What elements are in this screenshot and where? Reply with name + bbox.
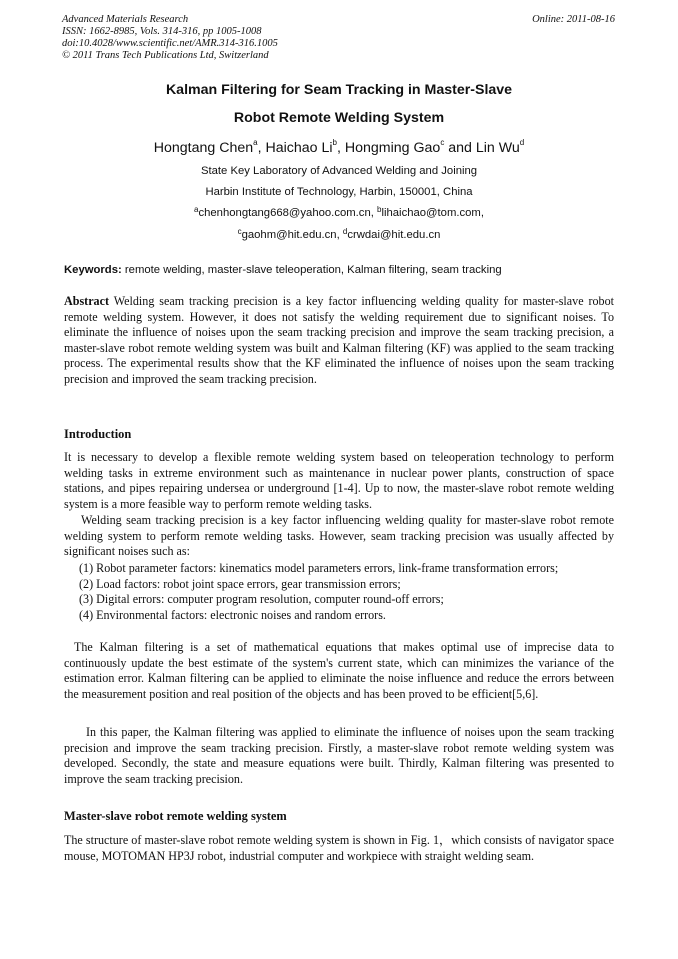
author-name: Haichao Li	[265, 140, 333, 156]
email-superscript: b	[377, 205, 382, 214]
journal-name: Advanced Materials Research	[62, 14, 189, 25]
email-link[interactable]: chenhongtang668@yahoo.com.cn,	[198, 207, 374, 219]
journal-header	[62, 14, 278, 62]
author-emails-line-1	[62, 207, 616, 219]
email-superscript: c	[237, 227, 242, 236]
email-superscript: d	[342, 227, 348, 236]
affiliation-lab: State Key Laboratory of Advanced Welding and Joining	[200, 165, 478, 177]
keywords-label: Keywords:	[64, 264, 122, 276]
introduction-paragraph-1: It is necessary to develop a flexible remote welding system based on teleoperation technology to perform welding tasks in extreme environment such as maintenance in nuclear power plants, construction of space stations, and pipes repairing undersea or underground [1-4]. Up to now, the master-slave robot remote welding system is a more feasible way to perform remote welding tasks.	[64, 450, 614, 511]
abstract-label: Abstract	[64, 294, 110, 308]
introduction-paragraph-2: Welding seam tracking precision is a key factor influencing welding quality for master-slave robot remote welding system to perform remote welding tasks. However, seam tracking precision was usually affected by significant noises such as:	[64, 513, 614, 559]
introduction-paragraph-4: In this paper, the Kalman filtering was applied to eliminate the influence of noises upon the seam tracking precision and improve the seam tracking precision. Firstly, a master-slave robot remote welding system was developed. Secondly, the state and measure equations were built. Thirdly, Kalman filtering was presented to improve the seam tracking precision.	[64, 725, 614, 786]
keywords	[64, 264, 616, 276]
affiliation-institute: Harbin Institute of Technology, Harbin, 150001, China	[205, 186, 473, 198]
author-superscript: b	[332, 138, 337, 147]
paper-title-line-1: Kalman Filtering for Seam Tracking in Master-Slave	[165, 82, 513, 98]
author-separator: ,	[257, 140, 266, 156]
issn-line: ISSN: 1662-8985, Vols. 314-316, pp 1005-1008	[62, 26, 262, 37]
abstract	[64, 294, 614, 388]
author-name: Hongming Gao	[344, 140, 441, 156]
section-heading-introduction: Introduction	[64, 427, 132, 441]
author-name: Lin Wu	[475, 140, 520, 156]
email-link[interactable]: gaohm@hit.edu.cn,	[241, 229, 340, 241]
keywords-text: remote welding, master-slave teleoperation, Kalman filtering, seam tracking	[124, 264, 502, 276]
copyright-line: © 2011 Trans Tech Publications Ltd, Switzerland	[62, 50, 269, 61]
author-superscript: c	[440, 138, 445, 147]
author-separator: and	[444, 140, 476, 156]
introduction-paragraph-3: The Kalman filtering is a set of mathematical equations that makes optimal use of imprecise data to continuously update the best estimate of the system's current state, which can minimizes the variance of the estimation error. Kalman filtering can be applied to eliminate the noise influence and reduce the errors between the measurement position and real position of the objects and has been proved to be efficient[5,6].	[64, 640, 614, 701]
list-item: (1) Robot parameter factors: kinematics model parameters errors, link-frame transformation errors;	[79, 561, 559, 575]
author-name: Hongtang Chen	[153, 140, 254, 156]
author-superscript: d	[519, 138, 525, 147]
list-item: (2) Load factors: robot joint space errors, gear transmission errors;	[79, 576, 401, 591]
email-link[interactable]: lihaichao@tom.com,	[381, 207, 484, 219]
author-separator: ,	[336, 140, 345, 156]
author-emails-line-2	[62, 229, 616, 241]
abstract-text: Welding seam tracking precision is a key factor influencing welding quality for master-slave robot remote welding system. However, it does not satisfy the welding requirement due to significant noises. To eliminate the influence of noises upon the seam tracking precision and improve the seam tracking precision, a master-slave robot remote welding system was built and Kalman filtering (KF) was applied to the seam tracking process. The experimental results show that the KF eliminated the influence of noises upon the seam tracking precision and improved the seam tracking precision.	[64, 294, 614, 386]
list-item: (4) Environmental factors: electronic noises and random errors.	[79, 607, 386, 622]
doi-line: doi:10.4028/www.scientific.net/AMR.314-316.1005	[62, 38, 278, 49]
noise-factor-list	[64, 561, 614, 623]
author-list	[62, 140, 616, 156]
paper-title-line-2: Robot Remote Welding System	[233, 110, 445, 126]
author-superscript: a	[253, 138, 258, 147]
email-superscript: a	[194, 205, 199, 214]
email-link[interactable]: crwdai@hit.edu.cn	[347, 229, 441, 241]
list-item: (3) Digital errors: computer program resolution, computer round-off errors;	[79, 592, 444, 607]
online-date: Online: 2011-08-16	[532, 14, 615, 25]
section-heading-system: Master-slave robot remote welding system	[64, 809, 287, 823]
system-paragraph-1: The structure of master-slave robot remote welding system is shown in Fig. 1，which consists of navigator space mouse, MOTOMAN HP3J robot, industrial computer and workpiece with straight welding seam.	[64, 833, 614, 863]
